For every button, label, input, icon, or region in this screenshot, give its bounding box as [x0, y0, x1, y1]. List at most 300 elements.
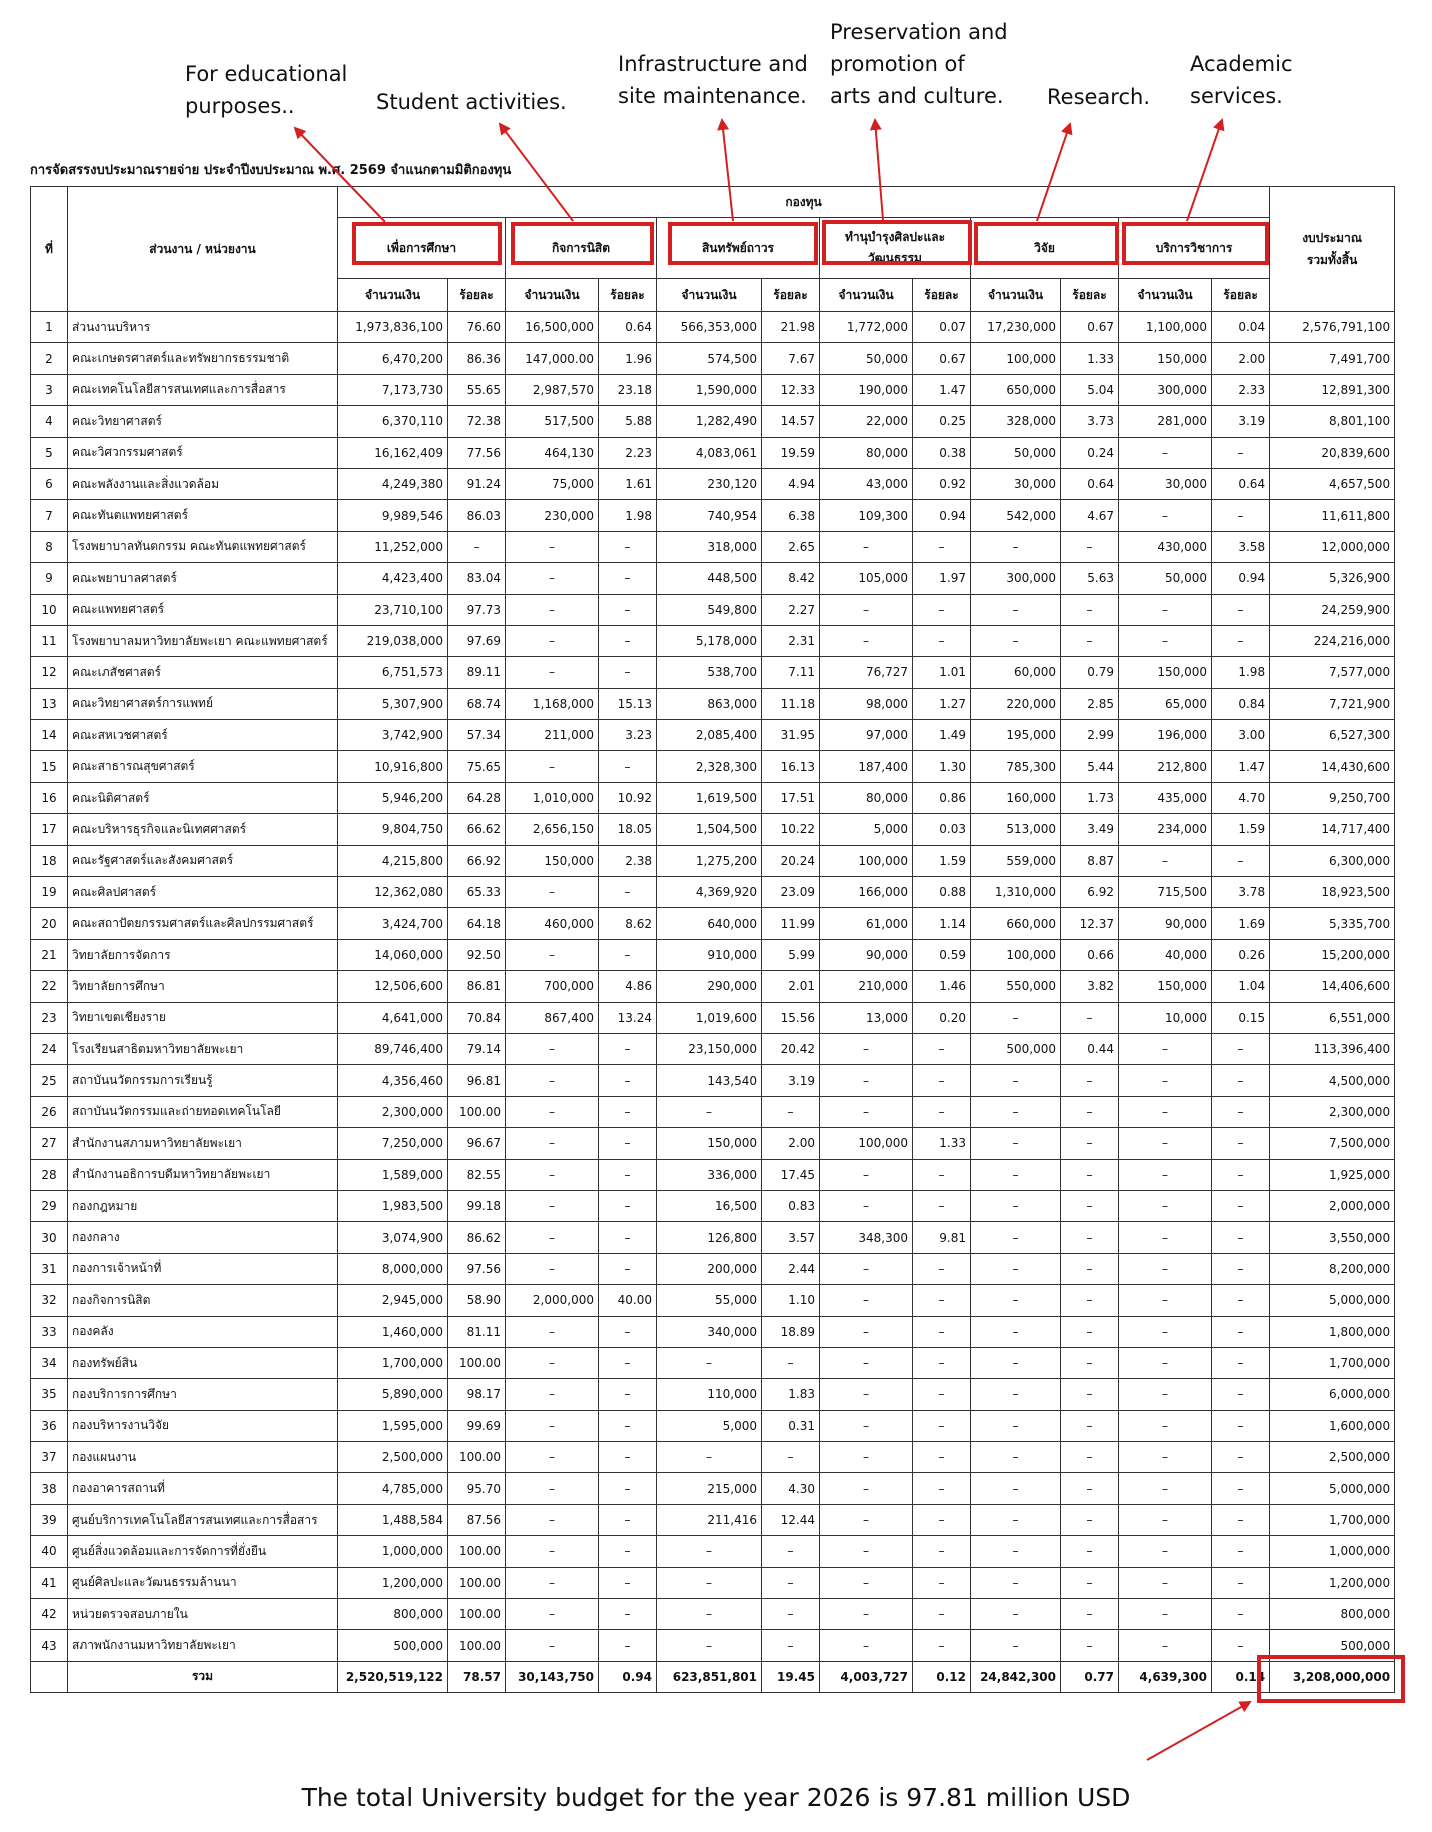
- cell-assets-amount: 448,500: [657, 563, 762, 594]
- cell-no: 17: [31, 814, 68, 845]
- cell-arts-amount: –: [820, 1065, 913, 1096]
- cell-academic-amount: –: [1119, 437, 1212, 468]
- cell-academic-amount: 281,000: [1119, 406, 1212, 437]
- annotation-educational: For educational purposes..: [185, 62, 348, 118]
- cell-no: 4: [31, 406, 68, 437]
- cell-row-total: 15,200,000: [1270, 939, 1395, 970]
- total-education-amount: 2,520,519,122: [338, 1661, 448, 1692]
- cell-unit: กองอาคารสถานที่: [68, 1473, 338, 1504]
- cell-academic-amount: –: [1119, 1253, 1212, 1284]
- cell-arts-percent: –: [913, 1316, 971, 1347]
- cell-student-percent: 0.64: [599, 312, 657, 343]
- cell-research-percent: –: [1061, 1347, 1119, 1378]
- cell-academic-amount: –: [1119, 1285, 1212, 1316]
- cell-row-total: 4,500,000: [1270, 1065, 1395, 1096]
- cell-academic-percent: 3.00: [1212, 720, 1270, 751]
- cell-student-percent: –: [599, 1536, 657, 1567]
- cell-row-total: 2,000,000: [1270, 1190, 1395, 1221]
- cell-edu-percent: 76.60: [448, 312, 506, 343]
- cell-research-percent: –: [1061, 1442, 1119, 1473]
- cell-unit: หน่วยตรวจสอบภายใน: [68, 1599, 338, 1630]
- cell-no: 31: [31, 1253, 68, 1284]
- cell-edu-amount: 4,215,800: [338, 845, 448, 876]
- header-fund-fixed-assets: สินทรัพย์ถาวร: [657, 218, 820, 279]
- header-fund-education: เพื่อการศึกษา: [338, 218, 506, 279]
- cell-academic-percent: –: [1212, 437, 1270, 468]
- cell-no: 38: [31, 1473, 68, 1504]
- cell-student-percent: –: [599, 1410, 657, 1441]
- cell-academic-percent: –: [1212, 1473, 1270, 1504]
- cell-unit: กองคลัง: [68, 1316, 338, 1347]
- cell-edu-amount: 1,983,500: [338, 1190, 448, 1221]
- cell-assets-amount: 340,000: [657, 1316, 762, 1347]
- cell-research-amount: –: [971, 1316, 1061, 1347]
- cell-assets-percent: 0.31: [762, 1410, 820, 1441]
- cell-assets-amount: –: [657, 1442, 762, 1473]
- cell-arts-percent: –: [913, 1473, 971, 1504]
- cell-assets-amount: 211,416: [657, 1504, 762, 1535]
- cell-assets-amount: 1,590,000: [657, 374, 762, 405]
- cell-arts-amount: 90,000: [820, 939, 913, 970]
- cell-edu-amount: 500,000: [338, 1630, 448, 1661]
- cell-student-percent: 8.62: [599, 908, 657, 939]
- cell-academic-percent: –: [1212, 625, 1270, 656]
- cell-arts-percent: –: [913, 1190, 971, 1221]
- cell-research-percent: 5.63: [1061, 563, 1119, 594]
- cell-assets-amount: 23,150,000: [657, 1033, 762, 1064]
- cell-row-total: 4,657,500: [1270, 468, 1395, 499]
- cell-academic-percent: 3.78: [1212, 877, 1270, 908]
- cell-assets-percent: –: [762, 1096, 820, 1127]
- cell-unit: วิทยาเขตเชียงราย: [68, 1002, 338, 1033]
- cell-edu-percent: 100.00: [448, 1096, 506, 1127]
- cell-student-amount: –: [506, 1128, 599, 1159]
- cell-assets-percent: 7.11: [762, 657, 820, 688]
- cell-student-amount: 1,168,000: [506, 688, 599, 719]
- cell-student-percent: 1.98: [599, 500, 657, 531]
- cell-edu-percent: –: [448, 531, 506, 562]
- cell-arts-amount: 5,000: [820, 814, 913, 845]
- cell-assets-amount: 2,085,400: [657, 720, 762, 751]
- cell-academic-percent: 2.00: [1212, 343, 1270, 374]
- total-assets-amount: 623,851,801: [657, 1661, 762, 1692]
- arrow-infrastructure: [722, 120, 733, 221]
- cell-student-amount: –: [506, 751, 599, 782]
- cell-row-total: 2,500,000: [1270, 1442, 1395, 1473]
- cell-research-amount: –: [971, 1190, 1061, 1221]
- cell-edu-amount: 14,060,000: [338, 939, 448, 970]
- cell-research-amount: 328,000: [971, 406, 1061, 437]
- cell-student-percent: –: [599, 751, 657, 782]
- arrow-academic-services: [1187, 120, 1222, 221]
- cell-academic-percent: –: [1212, 1410, 1270, 1441]
- cell-research-percent: 1.73: [1061, 782, 1119, 813]
- cell-student-amount: –: [506, 1190, 599, 1221]
- cell-academic-percent: –: [1212, 1222, 1270, 1253]
- annotation-research: Research.: [1047, 85, 1151, 109]
- cell-arts-percent: 0.94: [913, 500, 971, 531]
- cell-research-amount: 195,000: [971, 720, 1061, 751]
- cell-research-percent: –: [1061, 1504, 1119, 1535]
- cell-academic-percent: –: [1212, 594, 1270, 625]
- cell-no: 33: [31, 1316, 68, 1347]
- cell-edu-amount: 1,589,000: [338, 1159, 448, 1190]
- cell-research-amount: 500,000: [971, 1033, 1061, 1064]
- cell-row-total: 1,700,000: [1270, 1347, 1395, 1378]
- cell-arts-percent: 1.49: [913, 720, 971, 751]
- cell-academic-percent: –: [1212, 1536, 1270, 1567]
- cell-row-total: 7,491,700: [1270, 343, 1395, 374]
- cell-student-percent: 2.38: [599, 845, 657, 876]
- cell-edu-percent: 89.11: [448, 657, 506, 688]
- total-student-percent: 0.94: [599, 1661, 657, 1692]
- cell-arts-percent: 0.03: [913, 814, 971, 845]
- cell-edu-amount: 4,356,460: [338, 1065, 448, 1096]
- cell-assets-percent: 16.13: [762, 751, 820, 782]
- cell-student-percent: –: [599, 1190, 657, 1221]
- cell-unit: คณะศิลปศาสตร์: [68, 877, 338, 908]
- cell-student-amount: –: [506, 1630, 599, 1661]
- cell-arts-amount: –: [820, 1347, 913, 1378]
- cell-academic-percent: –: [1212, 1096, 1270, 1127]
- cell-unit: กองกลาง: [68, 1222, 338, 1253]
- cell-unit: ศูนย์บริการเทคโนโลยีสารสนเทศและการสื่อสาร: [68, 1504, 338, 1535]
- cell-row-total: 6,300,000: [1270, 845, 1395, 876]
- cell-academic-percent: 0.26: [1212, 939, 1270, 970]
- cell-arts-amount: –: [820, 1442, 913, 1473]
- cell-academic-amount: –: [1119, 625, 1212, 656]
- cell-assets-amount: 1,019,600: [657, 1002, 762, 1033]
- cell-research-amount: 650,000: [971, 374, 1061, 405]
- cell-no: 30: [31, 1222, 68, 1253]
- cell-unit: คณะทันตแพทยศาสตร์: [68, 500, 338, 531]
- cell-research-percent: –: [1061, 1316, 1119, 1347]
- cell-assets-percent: 3.19: [762, 1065, 820, 1096]
- cell-academic-percent: 2.33: [1212, 374, 1270, 405]
- cell-academic-amount: –: [1119, 1630, 1212, 1661]
- cell-academic-percent: –: [1212, 1599, 1270, 1630]
- cell-assets-amount: 1,504,500: [657, 814, 762, 845]
- cell-edu-percent: 83.04: [448, 563, 506, 594]
- cell-row-total: 14,406,600: [1270, 971, 1395, 1002]
- cell-assets-percent: 2.31: [762, 625, 820, 656]
- cell-assets-amount: 5,000: [657, 1410, 762, 1441]
- header-percent: ร้อยละ: [1061, 279, 1119, 312]
- cell-research-percent: –: [1061, 1222, 1119, 1253]
- cell-academic-percent: 0.94: [1212, 563, 1270, 594]
- cell-student-amount: –: [506, 1442, 599, 1473]
- cell-academic-percent: –: [1212, 1033, 1270, 1064]
- cell-arts-amount: –: [820, 1630, 913, 1661]
- cell-arts-percent: 1.47: [913, 374, 971, 405]
- cell-academic-amount: 40,000: [1119, 939, 1212, 970]
- cell-student-amount: 464,130: [506, 437, 599, 468]
- cell-student-percent: 15.13: [599, 688, 657, 719]
- cell-arts-amount: 80,000: [820, 437, 913, 468]
- cell-edu-amount: 4,785,000: [338, 1473, 448, 1504]
- cell-edu-percent: 100.00: [448, 1347, 506, 1378]
- cell-arts-percent: 0.59: [913, 939, 971, 970]
- cell-student-percent: –: [599, 1379, 657, 1410]
- cell-research-percent: 0.24: [1061, 437, 1119, 468]
- cell-student-percent: –: [599, 1599, 657, 1630]
- cell-academic-percent: 1.47: [1212, 751, 1270, 782]
- cell-student-percent: –: [599, 563, 657, 594]
- cell-arts-amount: 50,000: [820, 343, 913, 374]
- cell-no: 37: [31, 1442, 68, 1473]
- cell-student-amount: 230,000: [506, 500, 599, 531]
- cell-arts-amount: 22,000: [820, 406, 913, 437]
- header-fund-arts-culture: ทำนุบำรุงศิลปะและวัฒนธรรม: [820, 218, 971, 279]
- cell-academic-amount: –: [1119, 1159, 1212, 1190]
- cell-academic-percent: –: [1212, 1190, 1270, 1221]
- header-percent: ร้อยละ: [762, 279, 820, 312]
- total-education-percent: 78.57: [448, 1661, 506, 1692]
- cell-assets-percent: 2.44: [762, 1253, 820, 1284]
- cell-edu-amount: 9,989,546: [338, 500, 448, 531]
- cell-assets-amount: 4,369,920: [657, 877, 762, 908]
- cell-research-amount: –: [971, 1379, 1061, 1410]
- cell-assets-percent: 23.09: [762, 877, 820, 908]
- arrow-student-activities: [500, 124, 573, 221]
- cell-row-total: 14,430,600: [1270, 751, 1395, 782]
- cell-unit: กองบริหารงานวิจัย: [68, 1410, 338, 1441]
- cell-assets-percent: 1.10: [762, 1285, 820, 1316]
- cell-research-amount: 100,000: [971, 939, 1061, 970]
- header-unit: ส่วนงาน / หน่วยงาน: [68, 187, 338, 312]
- cell-research-amount: –: [971, 1442, 1061, 1473]
- cell-unit: กองทรัพย์สิน: [68, 1347, 338, 1378]
- cell-research-amount: –: [971, 1630, 1061, 1661]
- cell-arts-amount: 348,300: [820, 1222, 913, 1253]
- cell-academic-percent: 3.58: [1212, 531, 1270, 562]
- cell-academic-percent: –: [1212, 1379, 1270, 1410]
- cell-unit: ส่วนงานบริหาร: [68, 312, 338, 343]
- cell-research-amount: 513,000: [971, 814, 1061, 845]
- cell-assets-amount: 143,540: [657, 1065, 762, 1096]
- cell-edu-amount: 12,506,600: [338, 971, 448, 1002]
- cell-edu-percent: 77.56: [448, 437, 506, 468]
- cell-edu-amount: 1,200,000: [338, 1567, 448, 1598]
- cell-arts-percent: –: [913, 1065, 971, 1096]
- cell-student-amount: –: [506, 563, 599, 594]
- cell-edu-percent: 92.50: [448, 939, 506, 970]
- cell-row-total: 1,200,000: [1270, 1567, 1395, 1598]
- cell-edu-percent: 72.38: [448, 406, 506, 437]
- cell-arts-percent: –: [913, 1599, 971, 1630]
- cell-unit: กองบริการการศึกษา: [68, 1379, 338, 1410]
- cell-assets-amount: 1,282,490: [657, 406, 762, 437]
- cell-research-percent: –: [1061, 1096, 1119, 1127]
- cell-academic-percent: –: [1212, 1159, 1270, 1190]
- cell-student-percent: –: [599, 1473, 657, 1504]
- cell-unit: คณะวิทยาศาสตร์: [68, 406, 338, 437]
- cell-assets-amount: 230,120: [657, 468, 762, 499]
- cell-no: 22: [31, 971, 68, 1002]
- cell-edu-amount: 3,742,900: [338, 720, 448, 751]
- cell-arts-amount: 13,000: [820, 1002, 913, 1033]
- cell-assets-percent: 8.42: [762, 563, 820, 594]
- cell-arts-amount: 166,000: [820, 877, 913, 908]
- cell-unit: โรงพยาบาลมหาวิทยาลัยพะเยา คณะแพทยศาสตร์: [68, 625, 338, 656]
- cell-student-amount: 2,000,000: [506, 1285, 599, 1316]
- cell-arts-percent: –: [913, 594, 971, 625]
- cell-student-amount: –: [506, 1347, 599, 1378]
- cell-assets-percent: –: [762, 1536, 820, 1567]
- cell-academic-amount: –: [1119, 1065, 1212, 1096]
- cell-edu-amount: 8,000,000: [338, 1253, 448, 1284]
- cell-academic-percent: –: [1212, 1316, 1270, 1347]
- cell-arts-amount: –: [820, 625, 913, 656]
- cell-student-percent: –: [599, 1128, 657, 1159]
- cell-student-amount: –: [506, 1410, 599, 1441]
- cell-row-total: 24,259,900: [1270, 594, 1395, 625]
- cell-student-amount: 147,000.00: [506, 343, 599, 374]
- cell-unit: คณะเกษตรศาสตร์และทรัพยากรธรรมชาติ: [68, 343, 338, 374]
- cell-assets-amount: –: [657, 1096, 762, 1127]
- cell-assets-amount: –: [657, 1347, 762, 1378]
- cell-academic-amount: 150,000: [1119, 657, 1212, 688]
- cell-research-amount: –: [971, 1473, 1061, 1504]
- cell-edu-amount: 12,362,080: [338, 877, 448, 908]
- cell-research-amount: 542,000: [971, 500, 1061, 531]
- cell-assets-percent: 3.57: [762, 1222, 820, 1253]
- cell-student-percent: –: [599, 1159, 657, 1190]
- cell-unit: คณะวิศวกรรมศาสตร์: [68, 437, 338, 468]
- cell-edu-percent: 100.00: [448, 1599, 506, 1630]
- cell-edu-amount: 5,890,000: [338, 1379, 448, 1410]
- cell-academic-percent: –: [1212, 1567, 1270, 1598]
- cell-arts-percent: –: [913, 1630, 971, 1661]
- cell-unit: วิทยาลัยการจัดการ: [68, 939, 338, 970]
- cell-student-percent: –: [599, 657, 657, 688]
- cell-assets-amount: 336,000: [657, 1159, 762, 1190]
- cell-arts-amount: –: [820, 1504, 913, 1535]
- cell-academic-amount: –: [1119, 1536, 1212, 1567]
- cell-no: 7: [31, 500, 68, 531]
- cell-research-percent: –: [1061, 594, 1119, 625]
- cell-academic-amount: 10,000: [1119, 1002, 1212, 1033]
- cell-assets-percent: 17.51: [762, 782, 820, 813]
- cell-academic-percent: –: [1212, 1128, 1270, 1159]
- cell-research-percent: 6.92: [1061, 877, 1119, 908]
- cell-student-amount: –: [506, 1033, 599, 1064]
- cell-assets-percent: 2.65: [762, 531, 820, 562]
- cell-research-percent: 4.67: [1061, 500, 1119, 531]
- cell-academic-amount: 715,500: [1119, 877, 1212, 908]
- cell-unit: คณะสถาปัตยกรรมศาสตร์และศิลปกรรมศาสตร์: [68, 908, 338, 939]
- cell-edu-percent: 86.03: [448, 500, 506, 531]
- cell-research-percent: –: [1061, 531, 1119, 562]
- cell-edu-percent: 57.34: [448, 720, 506, 751]
- cell-student-amount: –: [506, 1504, 599, 1535]
- cell-row-total: 8,200,000: [1270, 1253, 1395, 1284]
- cell-edu-amount: 5,307,900: [338, 688, 448, 719]
- cell-academic-percent: –: [1212, 1285, 1270, 1316]
- header-amount: จำนวนเงิน: [506, 279, 599, 312]
- cell-assets-percent: –: [762, 1347, 820, 1378]
- arrow-arts-culture: [875, 120, 883, 220]
- cell-no: 3: [31, 374, 68, 405]
- cell-arts-percent: –: [913, 1285, 971, 1316]
- cell-edu-percent: 95.70: [448, 1473, 506, 1504]
- cell-academic-amount: –: [1119, 1599, 1212, 1630]
- cell-research-amount: 50,000: [971, 437, 1061, 468]
- cell-student-amount: 16,500,000: [506, 312, 599, 343]
- cell-academic-amount: –: [1119, 1128, 1212, 1159]
- cell-assets-percent: 14.57: [762, 406, 820, 437]
- cell-edu-percent: 86.36: [448, 343, 506, 374]
- cell-no: 6: [31, 468, 68, 499]
- cell-student-amount: 1,010,000: [506, 782, 599, 813]
- cell-assets-amount: 1,619,500: [657, 782, 762, 813]
- cell-arts-amount: –: [820, 1473, 913, 1504]
- header-percent: ร้อยละ: [1212, 279, 1270, 312]
- cell-no: 27: [31, 1128, 68, 1159]
- cell-assets-percent: 6.38: [762, 500, 820, 531]
- cell-student-amount: 700,000: [506, 971, 599, 1002]
- header-percent: ร้อยละ: [599, 279, 657, 312]
- cell-assets-percent: 15.56: [762, 1002, 820, 1033]
- cell-row-total: 224,216,000: [1270, 625, 1395, 656]
- cell-assets-amount: 910,000: [657, 939, 762, 970]
- cell-assets-amount: 110,000: [657, 1379, 762, 1410]
- cell-arts-percent: 1.97: [913, 563, 971, 594]
- cell-assets-percent: 31.95: [762, 720, 820, 751]
- table-title: การจัดสรรงบประมาณรายจ่าย ประจำปีงบประมาณ พ.ศ. 2569 จำแนกตามมิติกองทุน: [30, 163, 512, 178]
- cell-row-total: 9,250,700: [1270, 782, 1395, 813]
- cell-arts-amount: 1,772,000: [820, 312, 913, 343]
- cell-row-total: 5,335,700: [1270, 908, 1395, 939]
- cell-arts-percent: 1.27: [913, 688, 971, 719]
- cell-edu-percent: 66.92: [448, 845, 506, 876]
- cell-assets-percent: 5.99: [762, 939, 820, 970]
- cell-student-percent: –: [599, 877, 657, 908]
- cell-academic-percent: 0.15: [1212, 1002, 1270, 1033]
- cell-arts-percent: –: [913, 1536, 971, 1567]
- cell-research-amount: –: [971, 1504, 1061, 1535]
- header-fund-academic-services: บริการวิชาการ: [1119, 218, 1270, 279]
- cell-student-amount: –: [506, 531, 599, 562]
- cell-unit: กองกิจการนิสิต: [68, 1285, 338, 1316]
- cell-academic-amount: 1,100,000: [1119, 312, 1212, 343]
- cell-unit: กองกฎหมาย: [68, 1190, 338, 1221]
- cell-research-amount: 550,000: [971, 971, 1061, 1002]
- cell-no: 35: [31, 1379, 68, 1410]
- cell-arts-amount: –: [820, 531, 913, 562]
- cell-arts-percent: 0.88: [913, 877, 971, 908]
- arrow-grand-total: [1147, 1702, 1250, 1760]
- cell-assets-percent: –: [762, 1599, 820, 1630]
- cell-unit: โรงพยาบาลทันตกรรม คณะทันตแพทยศาสตร์: [68, 531, 338, 562]
- cell-arts-amount: –: [820, 1096, 913, 1127]
- cell-edu-percent: 100.00: [448, 1442, 506, 1473]
- cell-assets-amount: 55,000: [657, 1285, 762, 1316]
- cell-student-percent: –: [599, 594, 657, 625]
- total-label: รวม: [68, 1661, 338, 1692]
- cell-assets-amount: –: [657, 1599, 762, 1630]
- cell-assets-amount: 566,353,000: [657, 312, 762, 343]
- cell-research-percent: 0.66: [1061, 939, 1119, 970]
- cell-no: 10: [31, 594, 68, 625]
- cell-research-amount: –: [971, 1599, 1061, 1630]
- cell-research-percent: –: [1061, 1473, 1119, 1504]
- cell-unit: ศูนย์สิ่งแวดล้อมและการจัดการที่ยั่งยืน: [68, 1536, 338, 1567]
- cell-student-percent: –: [599, 939, 657, 970]
- cell-research-amount: –: [971, 531, 1061, 562]
- cell-row-total: 5,326,900: [1270, 563, 1395, 594]
- cell-assets-percent: 7.67: [762, 343, 820, 374]
